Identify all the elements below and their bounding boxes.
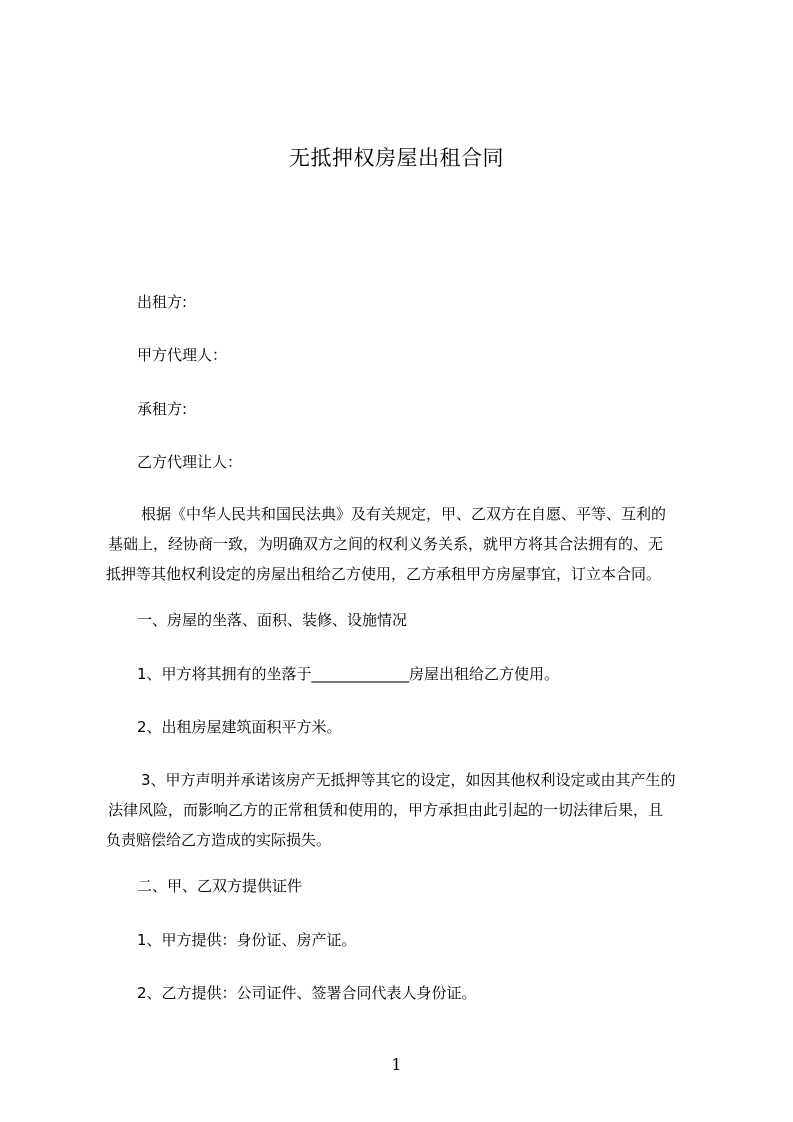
lessor-label: 出租方: [137,293,188,311]
section1-item3-line: 负责赔偿给乙方造成的实际损失。 [106,831,332,849]
preamble-paragraph [106,499,706,589]
lessee-agent-label: 乙方代理让人： [137,453,243,471]
section2-item2: 2、乙方提供：公司证件、签署合同代表人身份证。 [137,984,477,1002]
lessor-agent-label: 甲方代理人： [137,346,228,364]
section1-item3-line: 3、甲方声明并承诺该房产无抵押等其它的设定，如因其他权利设定或由其产生的 [141,771,676,789]
section1-item2: 2、出租房屋建筑面积平方米。 [137,718,342,736]
page-number: 1 [391,1055,402,1074]
section2-item1: 1、甲方提供：身份证、房产证。 [137,931,357,949]
preamble-line: 抵押等其他权利设定的房屋出租给乙方使用，乙方承租甲方房屋事宜，订立本合同。 [106,565,662,583]
section2-heading: 二、甲、乙双方提供证件 [137,877,303,895]
preamble-line: 根据《中华人民共和国民法典》及有关规定，甲、乙双方在自愿、平等、互利的 [141,505,667,523]
section1-item3-paragraph [106,765,706,855]
section1-item3-line: 法律风险，而影响乙方的正常租赁和使用的，甲方承担由此引起的一切法律后果，且 [108,801,664,819]
preamble-line: 基础上，经协商一致，为明确双方之间的权利义务关系，就甲方将其合法拥有的、无 [108,535,664,553]
lessee-label: 承租方: [137,400,188,418]
document-title: 无抵押权房屋出租合同 [289,146,504,170]
section1-heading: 一、房屋的坐落、面积、装修、设施情况 [137,611,408,629]
section1-item1: 1、甲方将其拥有的坐落于_____________房屋出租给乙方使用。 [137,665,560,683]
